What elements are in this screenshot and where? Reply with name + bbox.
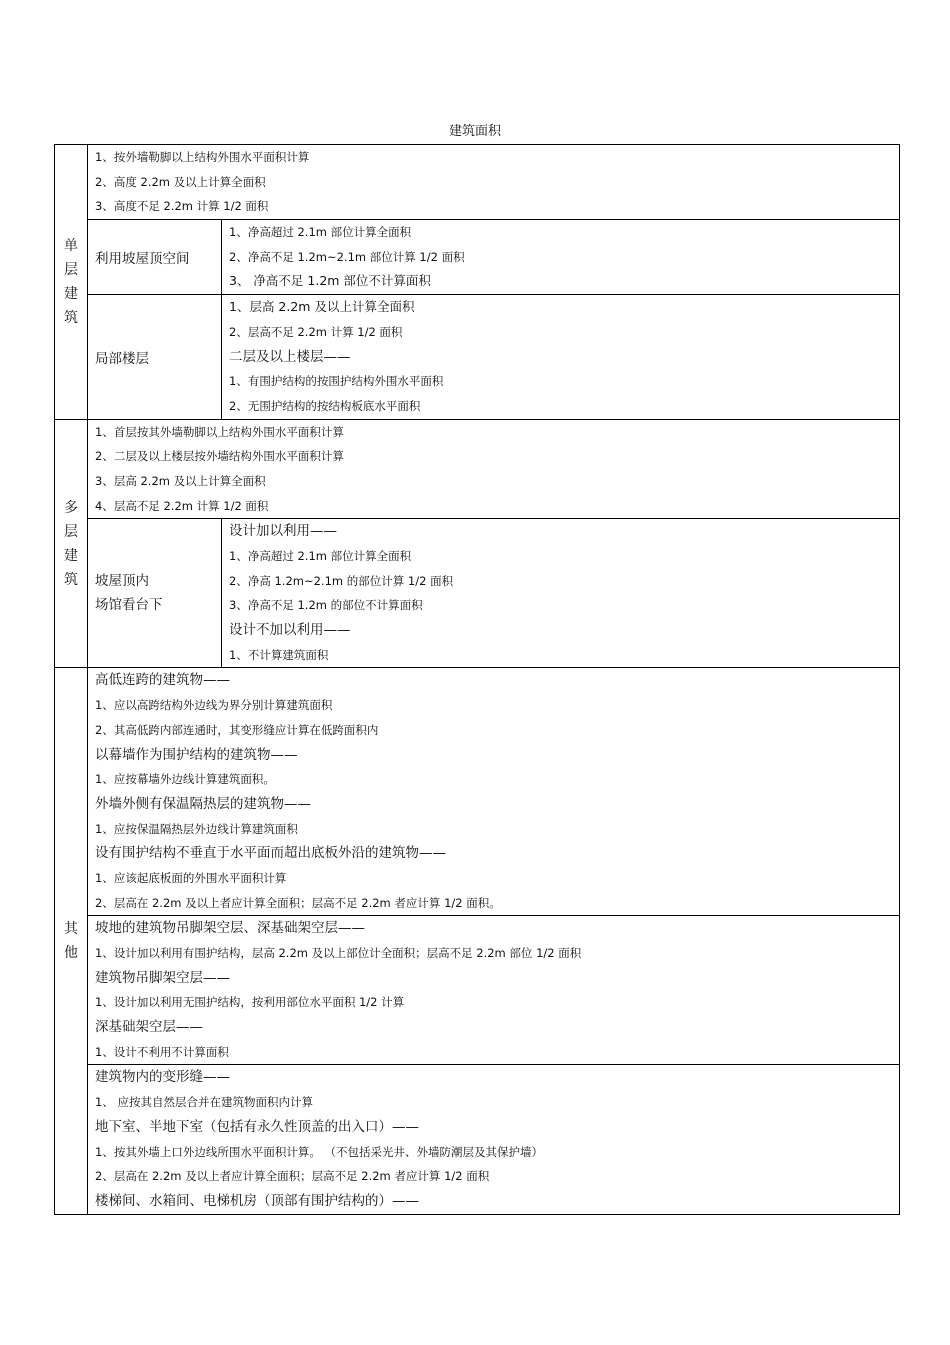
single-slope-cell — [222, 220, 900, 295]
rule-line: 1、应该起底板面的外围水平面积计算 — [95, 870, 287, 885]
single-partial-row — [55, 295, 900, 419]
rule-line: 1、应按保温隔热层外边线计算建筑面积 — [95, 821, 298, 836]
rule-heading: 建筑物内的变形缝—— — [95, 1069, 230, 1086]
rule-heading: 设有围护结构不垂直于水平面而超出底板外沿的建筑物—— — [95, 845, 446, 862]
category-single-storey — [55, 145, 88, 420]
rule-line: 1、按其外墙上口外边线所围水平面积计算。 （不包括采光井、外墙防潮层及其保护墙） — [95, 1144, 543, 1159]
rule-heading: 建筑物吊脚架空层—— — [95, 969, 230, 986]
sub-label-line: 场馆看台下 — [95, 597, 163, 614]
rule-line: 2、二层及以上楼层按外墙结构外围水平面积计算 — [95, 449, 344, 464]
rule-heading: 设计不加以利用—— — [229, 622, 351, 639]
category-multi-storey — [55, 419, 88, 668]
building-area-table — [54, 144, 900, 1215]
cat-char: 筑 — [64, 571, 78, 588]
other-block3-row — [55, 1065, 900, 1214]
rule-line: 3、高度不足 2.2m 计算 1/2 面积 — [95, 199, 269, 214]
single-general-cell — [88, 145, 900, 220]
rule-line: 1、应以高跨结构外边线为界分别计算建筑面积 — [95, 698, 333, 713]
rule-line: 2、净高 1.2m~2.1m 的部位计算 1/2 面积 — [229, 573, 454, 588]
rule-line: 2、层高在 2.2m 及以上者应计算全面积；层高不足 2.2m 者应计算 1/2 面积 — [95, 1169, 490, 1184]
other-block1-cell — [88, 668, 900, 916]
rule-line: 4、层高不足 2.2m 计算 1/2 面积 — [95, 498, 269, 513]
rule-heading: 地下室、半地下室（包括有永久性顶盖的出入口）—— — [95, 1118, 419, 1135]
cat-char: 单 — [64, 237, 78, 254]
rule-heading: 以幕墙作为围护结构的建筑物—— — [95, 746, 298, 763]
single-slope-row — [55, 220, 900, 295]
rule-line: 1、设计不利用不计算面积 — [95, 1044, 229, 1059]
rule-heading: 外墙外侧有保温隔热层的建筑物—— — [95, 795, 311, 812]
multi-slope-row — [55, 519, 900, 668]
rule-heading: 楼梯间、水箱间、电梯机房（顶部有围护结构的）—— — [95, 1192, 419, 1209]
rule-line: 3、 净高不足 1.2m 部位不计算面积 — [229, 273, 431, 289]
rule-line: 2、层高在 2.2m 及以上者应计算全面积；层高不足 2.2m 者应计算 1/2 面积。 — [95, 895, 501, 910]
cat-char: 层 — [64, 261, 78, 278]
cat-char: 多 — [64, 499, 78, 516]
page-title: 建筑面积 — [448, 124, 501, 139]
rule-line: 2、其高低跨内部连通时，其变形缝应计算在低跨面积内 — [95, 722, 379, 737]
single-partial-cell — [222, 295, 900, 419]
other-block3-cell — [88, 1065, 900, 1214]
single-general-row — [55, 145, 900, 220]
rule-line: 1、有围护结构的按围护结构外围水平面积 — [229, 374, 444, 389]
rule-line: 1、设计加以利用有围护结构，层高 2.2m 及以上部位计全面积；层高不足 2.2m 部位 1/2 面积 — [95, 946, 582, 960]
cat-char: 层 — [64, 523, 78, 540]
multi-general-row — [55, 419, 900, 519]
other-block2-row — [55, 916, 900, 1065]
rule-line: 2、高度 2.2m 及以上计算全面积 — [95, 174, 266, 189]
rule-line: 1、净高超过 2.1m 部位计算全面积 — [229, 549, 412, 563]
cat-char: 他 — [64, 945, 78, 961]
rule-line: 1、应按幕墙外边线计算建筑面积。 — [95, 772, 275, 787]
rule-line: 1、 应按其自然层合并在建筑物面积内计算 — [95, 1095, 313, 1110]
sub-label-slope-roof: 利用坡屋顶空间 — [88, 220, 222, 295]
cat-char: 建 — [64, 547, 78, 564]
sub-label-slope-stand — [88, 519, 222, 668]
sub-label-line: 坡屋顶内 — [95, 573, 149, 590]
other-block1-row — [55, 668, 900, 916]
rule-line: 3、净高不足 1.2m 的部位不计算面积 — [229, 598, 423, 613]
cat-char: 筑 — [64, 309, 78, 326]
rule-line: 1、净高超过 2.1m 部位计算全面积 — [229, 225, 412, 240]
rule-line: 1、层高 2.2m 及以上计算全面积 — [229, 299, 415, 315]
rule-line: 1、首层按其外墙勒脚以上结构外围水平面积计算 — [95, 424, 344, 439]
sub-label-partial-floor: 局部楼层 — [88, 295, 222, 419]
cat-char: 建 — [64, 285, 78, 302]
rule-line: 3、层高 2.2m 及以上计算全面积 — [95, 473, 266, 488]
multi-slope-cell — [222, 519, 900, 668]
category-other — [55, 668, 88, 1214]
rule-heading: 深基础架空层—— — [95, 1019, 203, 1036]
rule-line: 2、净高不足 1.2m~2.1m 部位计算 1/2 面积 — [229, 249, 465, 264]
rule-line: 1、不计算建筑面积 — [229, 647, 329, 662]
other-block2-cell — [88, 916, 900, 1065]
rule-line: 2、层高不足 2.2m 计算 1/2 面积 — [229, 324, 403, 339]
rule-heading: 二层及以上楼层—— — [229, 348, 351, 365]
rule-line: 2、无围护结构的按结构板底水平面积 — [229, 398, 421, 413]
rule-line: 1、按外墙勒脚以上结构外围水平面积计算 — [95, 150, 310, 164]
rule-line: 1、设计加以利用无围护结构，按利用部位水平面积 1/2 计算 — [95, 995, 405, 1010]
rule-heading: 高低连跨的建筑物—— — [95, 672, 230, 689]
rule-heading: 设计加以利用—— — [229, 523, 337, 540]
rule-heading: 坡地的建筑物吊脚架空层、深基础架空层—— — [95, 920, 365, 937]
multi-general-cell — [88, 419, 900, 519]
cat-char: 其 — [64, 921, 78, 937]
